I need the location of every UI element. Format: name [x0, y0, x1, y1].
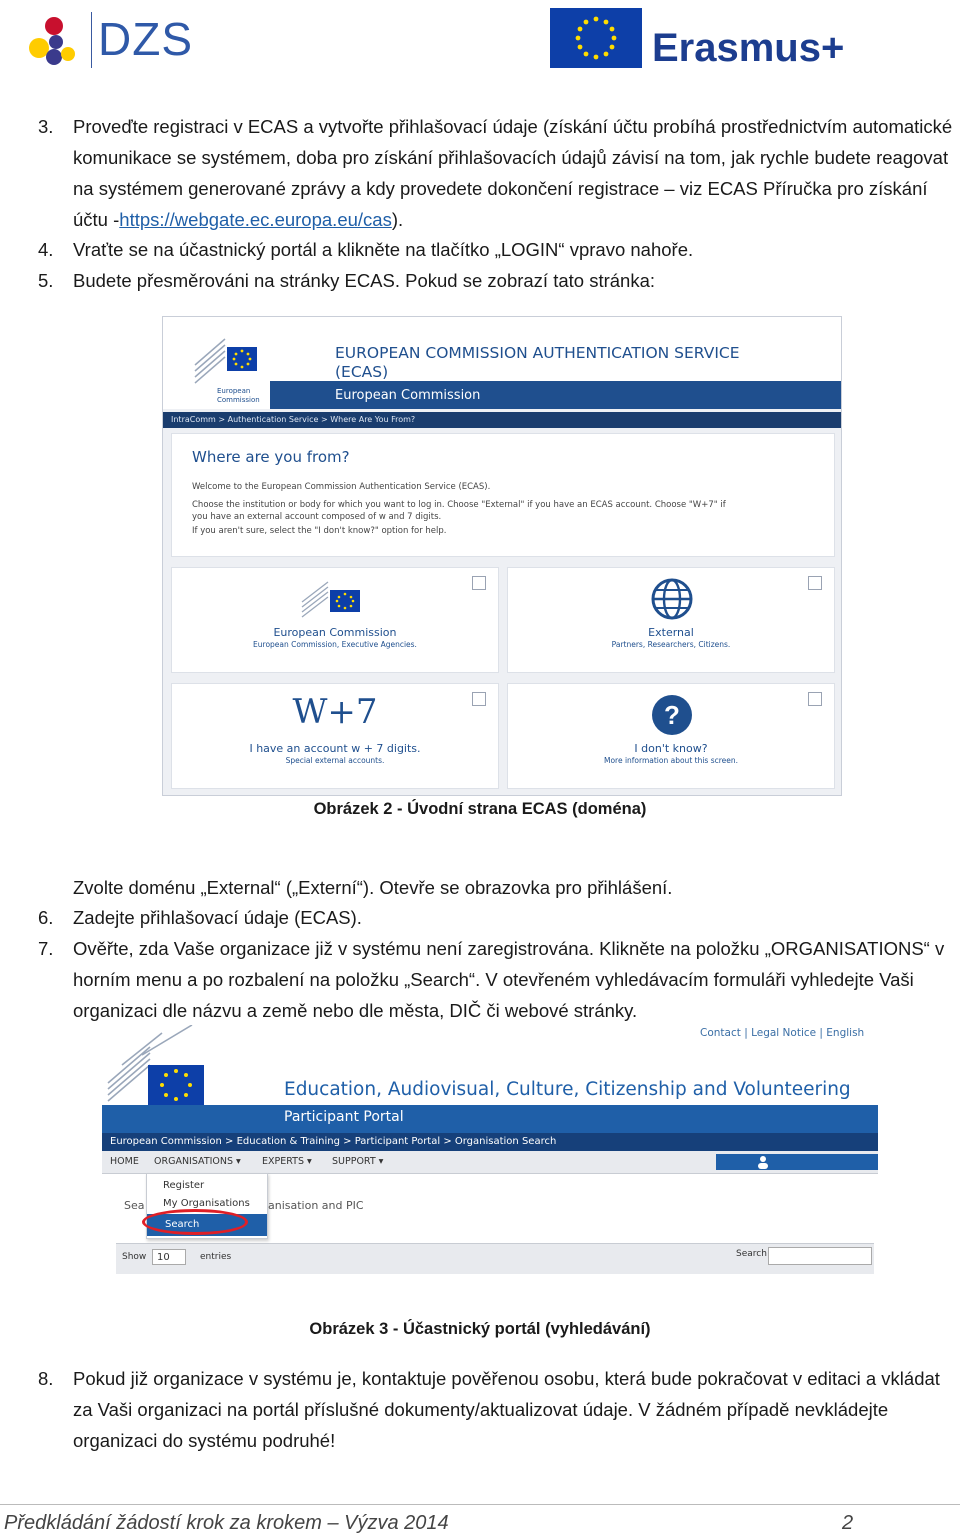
ec-logo — [189, 321, 269, 407]
eu-flag-icon — [550, 8, 642, 68]
ecas-title — [335, 344, 740, 382]
tile-label: External — [648, 626, 694, 639]
search-label: Search — [736, 1249, 767, 1259]
ecas-screenshot — [162, 316, 842, 796]
ecas-header — [163, 317, 841, 409]
tile-checkbox[interactable] — [808, 576, 822, 590]
step-number: 8. — [38, 1368, 54, 1389]
ecas-para3: you have an external account composed of w and 7 digits. — [192, 512, 442, 522]
portal-screenshot — [102, 1025, 878, 1282]
ecas-title-line1: EUROPEAN COMMISSION AUTHENTICATION SERVICE — [335, 344, 740, 362]
ecas-heading: Where are you from? — [192, 448, 350, 466]
portal-title: Education, Audiovisual, Culture, Citizenship and Volunteering — [284, 1079, 851, 1100]
tile-label: European Commission — [273, 626, 397, 639]
tile-sublabel: Partners, Researchers, Citizens. — [611, 640, 731, 649]
portal-top-links[interactable]: Contact | Legal Notice | English — [700, 1027, 865, 1039]
page-number: 2 — [842, 1512, 854, 1534]
erasmus-logo — [550, 8, 850, 70]
step-domain — [38, 872, 958, 903]
globe-icon — [651, 578, 693, 620]
tile-label: I have an account w + 7 digits. — [249, 742, 421, 755]
step-text: Zvolte doménu „External“ („Externí“). Otevře se obrazovka pro přihlášení. — [73, 877, 673, 898]
portal-blue-band — [102, 1105, 878, 1133]
dropdown-register[interactable]: Register — [163, 1180, 205, 1191]
dropdown-search[interactable]: Search — [147, 1214, 267, 1236]
page-content-hint: anisation and PIC — [268, 1199, 364, 1212]
table-toolbar — [116, 1243, 874, 1274]
page-content-hint: Sea — [124, 1199, 145, 1212]
ec-building-icon — [102, 1025, 212, 1105]
step-5 — [38, 265, 958, 296]
figure-caption-2: Obrázek 2 - Úvodní strana ECAS (doména) — [313, 800, 647, 818]
step-8 — [38, 1363, 958, 1456]
step-number: 5. — [38, 270, 54, 291]
ecas-para2: Choose the institution or body for which you want to log in. Choose "External" if you have an ECAS account. Choose "W+7" if — [192, 500, 726, 510]
ecas-breadcrumb[interactable]: IntraComm > Authentication Service > Where Are You From? — [163, 412, 841, 428]
step-text: Vraťte se na účastnický portál a klikněte na tlačítko „LOGIN“ vpravo nahoře. — [73, 239, 694, 260]
step-3 — [38, 111, 958, 235]
tile-checkbox[interactable] — [472, 576, 486, 590]
dzs-logo-mark — [22, 10, 92, 68]
search-input[interactable] — [768, 1247, 872, 1265]
portal-breadcrumb[interactable]: European Commission > Education & Training > Participant Portal > Organisation Search — [102, 1133, 878, 1151]
entries-label: entries — [200, 1252, 232, 1262]
step-number: 3. — [38, 116, 54, 137]
tile-dont-know[interactable] — [507, 683, 835, 789]
step-4 — [38, 234, 958, 265]
step-text: Budete přesměrováni na stránky ECAS. Pokud se zobrazí tato stránka: — [73, 270, 656, 291]
step-3-text: Proveďte registraci v ECAS a vytvořte přihlašovací údaje (získání účtu probíhá prostřednictvím automatické komunikace se systémem, doba pro získání přihlašovacích údajů závisí na tom, jak rychle budete reagovat na systémem generované zprávy a kdy provedete dokončení registrace – viz ECAS Příručka pro získání účtu - — [73, 116, 953, 230]
show-label: Show — [122, 1252, 147, 1262]
tile-sublabel: Special external accounts. — [285, 756, 385, 765]
footer-rule — [0, 1504, 960, 1505]
highlight-ellipse — [142, 1209, 248, 1235]
tile-sublabel: More information about this screen. — [603, 756, 739, 765]
step-3-text-end: ). — [391, 209, 404, 230]
portal-nav — [102, 1151, 878, 1174]
tile-checkbox[interactable] — [808, 692, 822, 706]
question-icon — [651, 694, 693, 736]
entries-select[interactable]: 10 — [152, 1249, 186, 1265]
erasmus-logo-text: Erasmus+ — [652, 26, 845, 70]
figure-caption-3: Obrázek 3 - Účastnický portál (vyhledávání) — [309, 1320, 651, 1338]
portal-subtitle: Participant Portal — [284, 1109, 404, 1125]
step-text: Zadejte přihlašovací údaje (ECAS). — [73, 907, 362, 928]
step-text — [73, 111, 958, 235]
tile-w7[interactable] — [171, 683, 499, 789]
nav-home[interactable]: HOME — [110, 1156, 139, 1167]
w7-icon: W+7 — [292, 692, 378, 732]
ecas-para4: If you aren't sure, select the "I don't know?" option for help. — [192, 526, 447, 536]
tile-label: I don't know? — [634, 742, 708, 755]
footer-text: Předkládání žádostí krok za krokem – Výzva 2014 — [4, 1512, 449, 1534]
step-number: 4. — [38, 239, 54, 260]
tile-european-commission[interactable] — [171, 567, 499, 673]
nav-support[interactable]: SUPPORT ▾ — [332, 1156, 384, 1167]
dropdown-my-organisations[interactable]: My Organisations — [163, 1198, 250, 1209]
ecas-intro-panel — [171, 433, 835, 557]
ecas-title-line2: (ECAS) — [335, 363, 389, 381]
user-icon[interactable] — [716, 1154, 878, 1170]
step-number: 7. — [38, 938, 54, 959]
ec-logo-label: European Commission — [217, 387, 260, 404]
step-text: Pokud již organizace v systému je, kontaktuje pověřenou osobu, která bude pokračovat v editaci a vkládat za Vaši organizaci na portál příslušné dokumenty/aktualizovat údaje. V žádném případě nevkládejte organizaci do systému podruhé! — [73, 1368, 940, 1451]
ecas-ec-band-label: European Commission — [335, 388, 481, 403]
tile-external[interactable] — [507, 567, 835, 673]
step-6 — [38, 902, 958, 933]
step-7 — [38, 933, 958, 1026]
step-number: 6. — [38, 907, 54, 928]
dzs-logo — [22, 10, 192, 68]
ecas-para1: Welcome to the European Commission Authentication Service (ECAS). — [192, 482, 491, 492]
ec-building-icon — [298, 572, 372, 628]
svg-text:?: ? — [664, 700, 680, 730]
tile-sublabel: European Commission, Executive Agencies. — [253, 640, 417, 649]
dzs-logo-text: DZS — [98, 13, 193, 65]
nav-experts[interactable]: EXPERTS ▾ — [262, 1156, 312, 1167]
step-text: Ověřte, zda Vaše organizace již v systému není zaregistrována. Klikněte na položku „ORGANISATIONS“ v horním menu a po rozbalení na položku „Search“. V otevřeném vyhledávacím formuláři vyhledejte Vaši organizaci dle názvu a země nebo dle města, DIČ či webové stránky. — [73, 938, 945, 1021]
ecas-link[interactable]: https://webgate.ec.europa.eu/cas — [119, 209, 392, 230]
nav-organisations[interactable]: ORGANISATIONS ▾ — [154, 1156, 241, 1167]
